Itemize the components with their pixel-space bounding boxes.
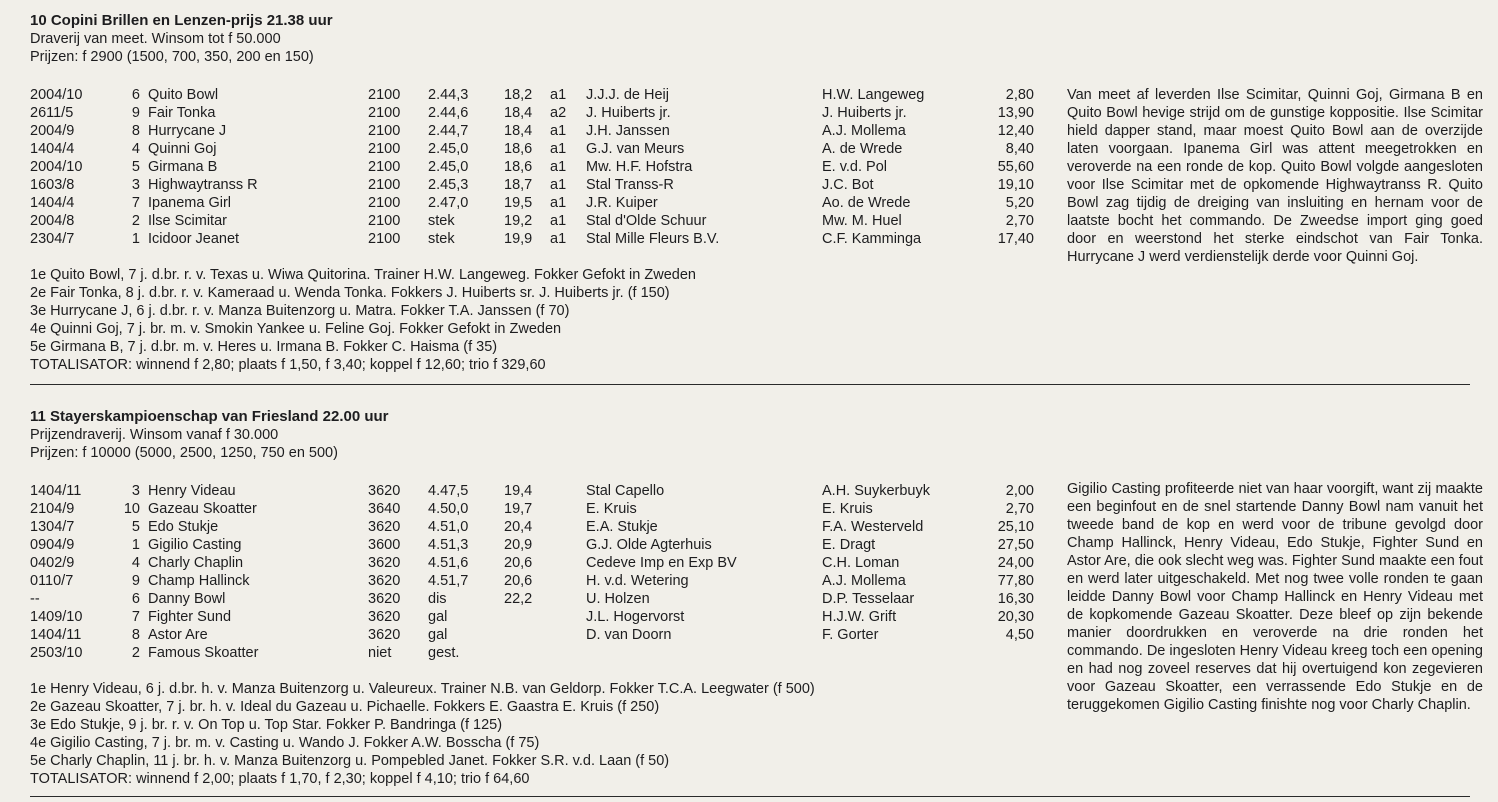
km-time-cell: 18,6 <box>504 159 533 175</box>
time-cell: dis <box>428 591 447 607</box>
record-date-cell: 1404/11 <box>30 627 82 643</box>
driver-cell: C.H. Loman <box>822 555 900 571</box>
time-cell: 4.51,0 <box>428 519 469 535</box>
driver-cell: Ao. de Wrede <box>822 195 911 211</box>
table-row <box>30 86 1034 104</box>
horse-name-cell: Icidoor Jeanet <box>148 231 240 247</box>
start-number-cell: 6 <box>131 87 140 103</box>
horse-name-cell: Fair Tonka <box>148 105 216 121</box>
class-cell: a1 <box>550 123 567 139</box>
km-time-cell: 20,9 <box>504 537 533 553</box>
class-cell: a2 <box>550 105 567 121</box>
owner-cell: J.H. Janssen <box>586 123 670 139</box>
distance-cell: 3620 <box>368 519 401 535</box>
start-number-cell: 9 <box>131 573 140 589</box>
odds-cell: 2,80 <box>1005 87 1034 103</box>
table-row <box>30 572 1034 590</box>
owner-cell: E.A. Stukje <box>586 519 658 535</box>
distance-cell: 2100 <box>368 141 401 157</box>
record-date-cell: 2104/9 <box>30 501 75 517</box>
time-cell: stek <box>428 231 455 247</box>
odds-cell: 20,30 <box>997 609 1034 625</box>
owner-cell: J.J.J. de Heij <box>586 87 669 103</box>
owner-cell: Stal Capello <box>586 483 665 499</box>
km-time-cell <box>504 644 550 662</box>
start-number-cell: 7 <box>131 609 140 625</box>
km-time-cell <box>504 608 550 626</box>
horse-name-cell: Edo Stukje <box>148 519 219 535</box>
class-cell <box>550 554 586 572</box>
race-header <box>30 12 1470 66</box>
odds-cell: 17,40 <box>997 231 1034 247</box>
race-conditions: Prijzendraverij. Winsom vanaf f 30.000 <box>30 427 279 443</box>
table-row <box>30 554 1034 572</box>
results-table <box>30 482 1034 662</box>
km-time-cell: 19,9 <box>504 231 533 247</box>
start-number-cell: 8 <box>131 627 140 643</box>
time-cell: 2.45,3 <box>428 177 469 193</box>
owner-cell: Stal Mille Fleurs B.V. <box>586 231 720 247</box>
owner-cell: J.R. Kuiper <box>586 195 658 211</box>
start-number-cell: 3 <box>131 483 140 499</box>
class-cell <box>550 572 586 590</box>
class-cell <box>550 536 586 554</box>
race-11 <box>30 408 1483 788</box>
horse-name-cell: Quinni Goj <box>148 141 217 157</box>
start-number-cell: 6 <box>131 591 140 607</box>
start-number-cell: 5 <box>131 519 140 535</box>
race-prizes: Prijzen: f 2900 (1500, 700, 350, 200 en 150) <box>30 49 314 65</box>
distance-cell: niet <box>368 645 392 661</box>
driver-cell: H.W. Langeweg <box>822 87 925 103</box>
start-number-cell: 2 <box>131 213 140 229</box>
km-time-cell: 18,4 <box>504 123 533 139</box>
placing-line: 3e Edo Stukje, 9 j. br. r. v. On Top u. Top Star. Fokker P. Bandringa (f 125) <box>30 717 503 733</box>
table-row <box>30 626 1034 644</box>
owner-cell: J.L. Hogervorst <box>586 609 685 625</box>
time-cell: 2.45,0 <box>428 159 469 175</box>
class-cell <box>550 644 586 662</box>
table-row <box>30 590 1034 608</box>
owner-cell: H. v.d. Wetering <box>586 573 689 589</box>
time-cell: 2.44,3 <box>428 87 469 103</box>
odds-cell <box>984 644 1034 662</box>
record-date-cell: 1409/10 <box>30 609 83 625</box>
odds-cell: 19,10 <box>997 177 1034 193</box>
section-divider <box>30 796 1470 797</box>
owner-cell: Cedeve Imp en Exp BV <box>586 555 737 571</box>
table-row <box>30 482 1034 500</box>
odds-cell: 16,30 <box>997 591 1034 607</box>
distance-cell: 2100 <box>368 231 401 247</box>
record-date-cell: 2004/8 <box>30 213 75 229</box>
horse-name-cell: Quito Bowl <box>148 87 219 103</box>
start-number-cell: 3 <box>131 177 140 193</box>
results-table <box>30 86 1034 248</box>
odds-cell: 24,00 <box>997 555 1034 571</box>
time-cell: stek <box>428 213 455 229</box>
record-date-cell: 0904/9 <box>30 537 75 553</box>
driver-cell: F.A. Westerveld <box>822 519 924 535</box>
record-date-cell: 0110/7 <box>30 573 74 589</box>
start-number-cell: 9 <box>131 105 140 121</box>
record-date-cell: 1304/7 <box>30 519 75 535</box>
record-date-cell: 2004/10 <box>30 159 83 175</box>
odds-cell: 4,50 <box>1005 627 1034 643</box>
record-date-cell: 2004/9 <box>30 123 75 139</box>
placing-line: TOTALISATOR: winnend f 2,00; plaats f 1,70, f 2,30; koppel f 4,10; trio f 64,60 <box>30 771 530 787</box>
odds-cell: 27,50 <box>997 537 1034 553</box>
odds-cell: 8,40 <box>1005 141 1034 157</box>
table-row <box>30 104 1034 122</box>
table-row <box>30 194 1034 212</box>
table-row <box>30 644 1034 662</box>
record-date-cell: 2004/10 <box>30 87 83 103</box>
time-cell: gal <box>428 627 448 643</box>
km-time-cell: 20,6 <box>504 555 533 571</box>
driver-cell: Mw. M. Huel <box>822 213 902 229</box>
race-title: 10 Copini Brillen en Lenzen-prijs 21.38 uur <box>30 12 333 29</box>
class-cell: a1 <box>550 195 567 211</box>
record-date-cell: 2611/5 <box>30 105 74 121</box>
start-number-cell: 1 <box>131 231 140 247</box>
km-time-cell: 18,6 <box>504 141 533 157</box>
record-date-cell: 2503/10 <box>30 645 83 661</box>
km-time-cell: 19,2 <box>504 213 533 229</box>
km-time-cell: 19,7 <box>504 501 533 517</box>
class-cell <box>550 590 586 608</box>
owner-cell: Stal d'Olde Schuur <box>586 213 707 229</box>
start-number-cell: 5 <box>131 159 140 175</box>
driver-cell: J.C. Bot <box>822 177 874 193</box>
odds-cell: 5,20 <box>1005 195 1034 211</box>
record-date-cell: -- <box>30 591 40 607</box>
driver-cell: F. Gorter <box>822 627 879 643</box>
distance-cell: 3620 <box>368 627 401 643</box>
owner-cell: Stal Transs-R <box>586 177 674 193</box>
owner-cell: D. van Doorn <box>586 627 672 643</box>
distance-cell: 2100 <box>368 177 401 193</box>
km-time-cell: 18,4 <box>504 105 533 121</box>
km-time-cell: 19,4 <box>504 483 533 499</box>
driver-cell: A.J. Mollema <box>822 123 906 139</box>
table-row <box>30 122 1034 140</box>
driver-cell: E. Dragt <box>822 537 876 553</box>
race-title: 11 Stayerskampioenschap van Friesland 22.00 uur <box>30 408 389 425</box>
odds-cell: 12,40 <box>997 123 1034 139</box>
driver-cell: D.P. Tesselaar <box>822 591 915 607</box>
odds-cell: 25,10 <box>997 519 1034 535</box>
class-cell: a1 <box>550 213 567 229</box>
km-time-cell: 18,7 <box>504 177 533 193</box>
horse-name-cell: Girmana B <box>148 159 218 175</box>
race-prizes: Prijzen: f 10000 (5000, 2500, 1250, 750 en 500) <box>30 445 338 461</box>
horse-name-cell: Famous Skoatter <box>148 645 259 661</box>
driver-cell: A.J. Mollema <box>822 573 906 589</box>
owner-cell <box>586 644 822 662</box>
class-cell: a1 <box>550 177 567 193</box>
time-cell: 4.47,5 <box>428 483 469 499</box>
horse-name-cell: Fighter Sund <box>148 609 232 625</box>
record-date-cell: 1603/8 <box>30 177 75 193</box>
time-cell: gest. <box>428 645 460 661</box>
horse-name-cell: Gigilio Casting <box>148 537 242 553</box>
horse-name-cell: Charly Chaplin <box>148 555 244 571</box>
time-cell: 2.44,6 <box>428 105 469 121</box>
class-cell <box>550 608 586 626</box>
distance-cell: 3620 <box>368 573 401 589</box>
class-cell: a1 <box>550 141 567 157</box>
section-divider <box>30 384 1470 385</box>
start-number-cell: 4 <box>131 141 140 157</box>
odds-cell: 77,80 <box>997 573 1034 589</box>
race-conditions: Draverij van meet. Winsom tot f 50.000 <box>30 31 281 47</box>
horse-name-cell: Astor Are <box>148 627 208 643</box>
odds-cell: 13,90 <box>997 105 1034 121</box>
class-cell <box>550 626 586 644</box>
record-date-cell: 0402/9 <box>30 555 75 571</box>
distance-cell: 2100 <box>368 105 401 121</box>
time-cell: 2.47,0 <box>428 195 469 211</box>
distance-cell: 2100 <box>368 213 401 229</box>
owner-cell: U. Holzen <box>586 591 650 607</box>
time-cell: 2.44,7 <box>428 123 469 139</box>
driver-cell: J. Huiberts jr. <box>822 105 907 121</box>
class-cell: a1 <box>550 159 567 175</box>
start-number-cell: 1 <box>131 537 140 553</box>
record-date-cell: 1404/11 <box>30 483 82 499</box>
start-number-cell: 2 <box>131 645 140 661</box>
km-time-cell: 18,2 <box>504 87 533 103</box>
distance-cell: 2100 <box>368 123 401 139</box>
odds-cell: 2,70 <box>1005 501 1034 517</box>
time-cell: 4.50,0 <box>428 501 469 517</box>
table-row <box>30 518 1034 536</box>
placing-line: 5e Girmana B, 7 j. d.br. m. v. Heres u. Irmana B. Fokker C. Haisma (f 35) <box>30 339 498 355</box>
km-time-cell: 19,5 <box>504 195 533 211</box>
distance-cell: 3620 <box>368 609 401 625</box>
horse-name-cell: Henry Videau <box>148 483 236 499</box>
record-date-cell: 2304/7 <box>30 231 75 247</box>
horse-name-cell: Ilse Scimitar <box>148 213 227 229</box>
placing-line: 4e Quinni Goj, 7 j. br. m. v. Smokin Yankee u. Feline Goj. Fokker Gefokt in Zweden <box>30 321 562 337</box>
class-cell <box>550 518 586 536</box>
owner-cell: E. Kruis <box>586 501 637 517</box>
table-row <box>30 176 1034 194</box>
horse-name-cell: Ipanema Girl <box>148 195 232 211</box>
distance-cell: 2100 <box>368 195 401 211</box>
race-10 <box>30 12 1483 374</box>
start-number-cell: 4 <box>131 555 140 571</box>
horse-name-cell: Danny Bowl <box>148 591 226 607</box>
class-cell <box>550 482 586 500</box>
driver-cell: H.J.W. Grift <box>822 609 897 625</box>
km-time-cell <box>504 626 550 644</box>
odds-cell: 2,70 <box>1005 213 1034 229</box>
class-cell <box>550 500 586 518</box>
time-cell: gal <box>428 609 448 625</box>
distance-cell: 3640 <box>368 501 401 517</box>
race-report: Gigilio Casting profiteerde niet van haar voorgift, want zij maakte een beginfout en de snel startende Danny Bowl nam vanuit het tweede band de kop en werd voor de tribune gevolgd door Champ Hallinck, Henry Videau, Edo Stukje, Fighter Sund en Astor Are, die ook slecht weg was. Fighter Sund maakte een fout en werd later uitgeschakeld. Met nog twee volle ronden te gaan leidde Danny Bowl voor Champ Hallinck en Henry Videau met de kopkomende Gazeau Skoatter. Deze bleef op zijn bekende manier doordrukken en veroverde na drie ronden het commando. De ingesloten Henry Videau kreeg toch een opening en had nog zoveel reserves dat hij overtuigend kon zegevieren voor Gazeau Skoatter, een verrassende Edo Stukje en de teruggekomen Gigilio Casting finishte nog voor Charly Chaplin. <box>1067 481 1483 713</box>
distance-cell: 2100 <box>368 87 401 103</box>
owner-cell: Mw. H.F. Hofstra <box>586 159 693 175</box>
driver-cell: A. de Wrede <box>822 141 903 157</box>
record-date-cell: 1404/4 <box>30 141 75 157</box>
driver-cell: E. v.d. Pol <box>822 159 888 175</box>
start-number-cell: 8 <box>131 123 140 139</box>
class-cell: a1 <box>550 231 567 247</box>
placing-line: 4e Gigilio Casting, 7 j. br. m. v. Casting u. Wando J. Fokker A.W. Bosscha (f 75) <box>30 735 540 751</box>
table-row <box>30 158 1034 176</box>
start-number-cell: 10 <box>123 501 140 517</box>
horse-name-cell: Highwaytranss R <box>148 177 258 193</box>
time-cell: 2.45,0 <box>428 141 469 157</box>
km-time-cell: 20,4 <box>504 519 533 535</box>
start-number-cell: 7 <box>131 195 140 211</box>
distance-cell: 3620 <box>368 591 401 607</box>
placing-line: 1e Henry Videau, 6 j. d.br. h. v. Manza Buitenzorg u. Valeureux. Trainer N.B. van Geldorp. Fokker T.C.A. Leegwater (f 500) <box>30 681 815 697</box>
driver-cell: E. Kruis <box>822 501 873 517</box>
table-row <box>30 608 1034 626</box>
race-header <box>30 408 1470 462</box>
owner-cell: J. Huiberts jr. <box>586 105 671 121</box>
driver-cell: A.H. Suykerbuyk <box>822 483 930 499</box>
placing-line: 1e Quito Bowl, 7 j. d.br. r. v. Texas u. Wiwa Quitorina. Trainer H.W. Langeweg. Fokker Gefokt in Zweden <box>30 267 696 283</box>
table-row <box>30 212 1034 230</box>
table-row <box>30 500 1034 518</box>
driver-cell: C.F. Kamminga <box>822 231 922 247</box>
table-row <box>30 230 1034 248</box>
table-row <box>30 140 1034 158</box>
time-cell: 4.51,3 <box>428 537 469 553</box>
horse-name-cell: Champ Hallinck <box>148 573 250 589</box>
horse-name-cell: Hurrycane J <box>148 123 227 139</box>
time-cell: 4.51,6 <box>428 555 469 571</box>
driver-cell <box>822 644 984 662</box>
km-time-cell: 20,6 <box>504 573 533 589</box>
owner-cell: G.J. van Meurs <box>586 141 685 157</box>
distance-cell: 3620 <box>368 555 401 571</box>
race-report: Van meet af leverden Ilse Scimitar, Quinni Goj, Girmana B en Quito Bowl hevige strijd om de gunstige koppositie. Ilse Scimitar hield dapper stand, maar moest Quito Bowl aan de overzijde laten voorgaan. Ipanema Girl was attent meegetrokken en veroverde na een ronde de kop. Quito Bowl volgde aangesloten voor Ilse Scimitar met de opkomende Highwaytranss R. Quito Bowl zag tijdig de dreiging van insluiting en hernam voor de laatste bocht het commando. De Zweedse import ging goed door en weerstond het sterke eindschot van Fair Tonka. Hurrycane J werd verdienstelijk derde voor Quinni Goj. <box>1067 87 1483 265</box>
placing-line: 5e Charly Chaplin, 11 j. br. h. v. Manza Buitenzorg u. Pompebled Janet. Fokker S.R. v.d. Laan (f 50) <box>30 753 670 769</box>
placing-line: TOTALISATOR: winnend f 2,80; plaats f 1,50, f 3,40; koppel f 12,60; trio f 329,60 <box>30 357 546 373</box>
placings-notes <box>30 266 1470 374</box>
record-date-cell: 1404/4 <box>30 195 75 211</box>
placing-line: 2e Gazeau Skoatter, 7 j. br. h. v. Ideal du Gazeau u. Pichaelle. Fokkers E. Gaastra E. Kruis (f 250) <box>30 699 660 715</box>
owner-cell: G.J. Olde Agterhuis <box>586 537 712 553</box>
odds-cell: 55,60 <box>997 159 1034 175</box>
horse-name-cell: Gazeau Skoatter <box>148 501 257 517</box>
distance-cell: 2100 <box>368 159 401 175</box>
time-cell: 4.51,7 <box>428 573 469 589</box>
class-cell: a1 <box>550 87 567 103</box>
distance-cell: 3620 <box>368 483 401 499</box>
table-row <box>30 536 1034 554</box>
placing-line: 2e Fair Tonka, 8 j. d.br. r. v. Kameraad u. Wenda Tonka. Fokkers J. Huiberts sr. J. Huiberts jr. (f 150) <box>30 285 670 301</box>
placing-line: 3e Hurrycane J, 6 j. d.br. r. v. Manza Buitenzorg u. Matra. Fokker T.A. Janssen (f 70) <box>30 303 570 319</box>
km-time-cell: 22,2 <box>504 591 533 607</box>
odds-cell: 2,00 <box>1005 483 1034 499</box>
distance-cell: 3600 <box>368 537 401 553</box>
